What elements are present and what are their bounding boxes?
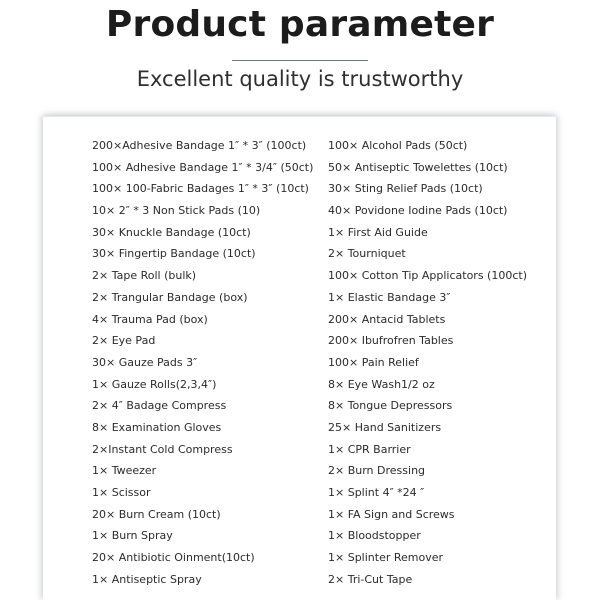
- list-item: 1× Splinter Remover: [328, 551, 444, 565]
- list-item: 2× Tape Roll (bulk): [92, 269, 197, 283]
- list-item: 10× 2″ * 3 Non Stick Pads (10): [92, 204, 261, 218]
- list-item: 30× Knuckle Bandage (10ct): [92, 225, 251, 239]
- list-item: 2×Instant Cold Compress: [92, 442, 233, 456]
- title-divider: [232, 60, 368, 61]
- list-item: 50× Antiseptic Towelettes (10ct): [328, 160, 508, 174]
- list-item: 30× Sting Relief Pads (10ct): [328, 182, 483, 196]
- list-item: 1× Splint 4″ *24 ″: [328, 486, 425, 499]
- list-item: 8× Tongue Depressors: [328, 399, 453, 413]
- list-item: 1× First Aid Guide: [328, 225, 428, 239]
- list-item: 30× Fingertip Bandage (10ct): [92, 247, 256, 261]
- page-subtitle: Excellent quality is trustworthy: [136, 67, 464, 91]
- list-item: 200× Ibufrofren Tables: [328, 334, 454, 348]
- list-item: 1× Burn Spray: [92, 529, 173, 543]
- list-item: 8× Eye Wash1/2 oz: [328, 377, 435, 391]
- list-item: 20× Burn Cream (10ct): [92, 507, 221, 521]
- list-item: 1× Tweezer: [92, 464, 157, 478]
- list-item: 100× Adhesive Bandage 1″ * 3/4″ (50ct): [92, 160, 314, 174]
- list-item: 30× Gauze Pads 3″: [92, 355, 198, 369]
- list-item: 1× Antiseptic Spray: [92, 572, 202, 586]
- left-item-list: [92, 135, 313, 590]
- list-item: 2× Trangular Bandage (box): [92, 290, 248, 304]
- list-item: 20× Antibiotic Oinment(10ct): [92, 551, 255, 565]
- list-item: 25× Hand Sanitizers: [328, 420, 442, 434]
- list-item: 2× Tri-Cut Tape: [328, 572, 413, 586]
- page-title: Product parameter: [105, 4, 495, 45]
- list-item: 2× Tourniquet: [328, 247, 406, 261]
- list-item: 2× Burn Dressing: [328, 464, 426, 478]
- list-item: 100× Cotton Tip Applicators (100ct): [328, 269, 527, 283]
- list-item: 1× Scissor: [92, 486, 151, 499]
- list-item: 4× Trauma Pad (box): [92, 312, 208, 326]
- list-item: 2× Eye Pad: [92, 334, 156, 348]
- list-item: 1× Elastic Bandage 3″: [328, 290, 451, 304]
- list-item: 1× FA Sign and Screws: [328, 507, 455, 521]
- list-item: 1× Bloodstopper: [328, 529, 421, 543]
- list-item: 1× CPR Barrier: [328, 442, 411, 456]
- parameter-panel: [43, 116, 556, 600]
- list-item: 100× 100-Fabric Badages 1″ * 3″ (10ct): [92, 182, 309, 196]
- list-item: 40× Povidone Iodine Pads (10ct): [328, 204, 508, 218]
- right-item-list: [328, 135, 527, 590]
- list-item: 200× Antacid Tablets: [328, 312, 446, 326]
- list-item: 8× Examination Gloves: [92, 420, 222, 434]
- list-item: 1× Gauze Rolls(2,3,4″): [92, 377, 217, 391]
- list-item: 2× 4″ Badage Compress: [92, 399, 227, 413]
- list-item: 100× Pain Relief: [328, 355, 419, 369]
- list-item: 200×Adhesive Bandage 1″ * 3″ (100ct): [92, 139, 307, 152]
- list-item: 100× Alcohol Pads (50ct): [328, 139, 468, 152]
